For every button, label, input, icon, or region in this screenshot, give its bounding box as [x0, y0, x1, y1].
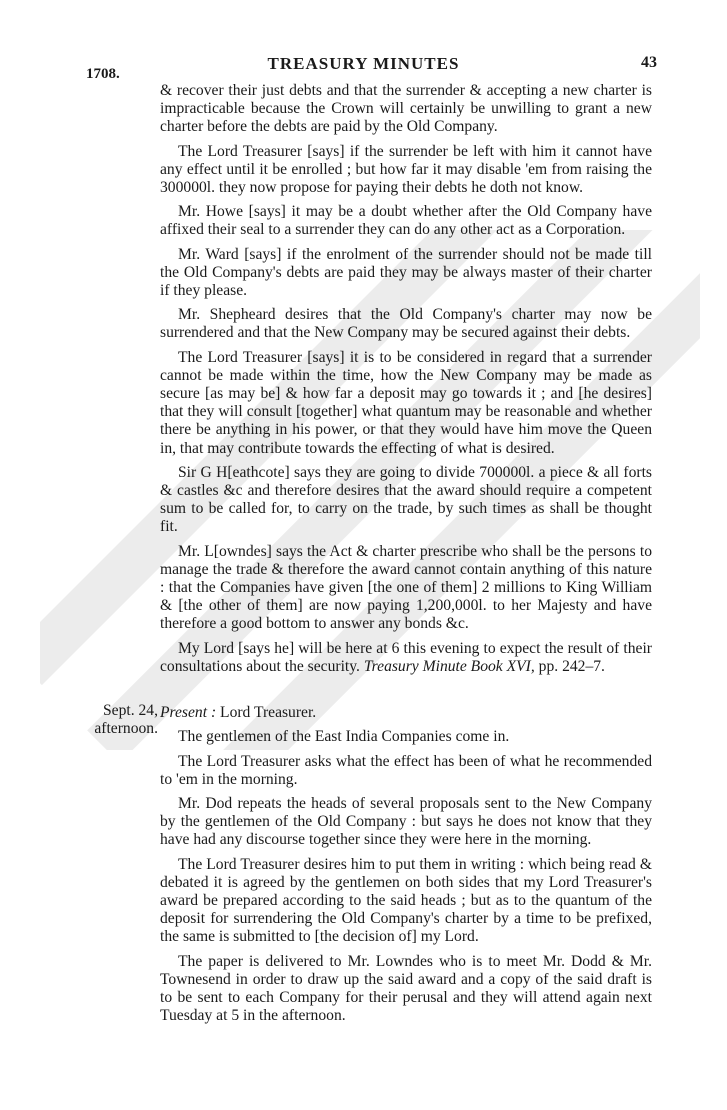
- minute-paragraph: The Lord Treasurer desires him to put them in writing : which being read & debated it is agreed by the gentlemen on both sides that my Lord Treasurer's award be prepared according to the said heads ; but as to the quantum of the deposit for surrendering the Old Company's charter by a time to be prefixed, the same is submitted to [the decision of] my Lord.: [160, 855, 652, 946]
- minute-paragraph: The paper is delivered to Mr. Lowndes who is to meet Mr. Dodd & Mr. Townesend in order to draw up the said award and a copy of the said draft is to be sent to each Company for their perusal and they will attend again next Tuesday at 5 in the afternoon.: [160, 952, 652, 1025]
- minute-paragraph: Mr. Dod repeats the heads of several proposals sent to the New Company by the gentlemen of the Old Company : but says he does not know that they have had any discourse together since they were here in the morning.: [160, 794, 652, 849]
- minutes-part2: [160, 728, 652, 1025]
- minute-paragraph: Mr. Shepheard desires that the Old Company's charter may now be surrendered and that the New Company may be secured against their debts.: [160, 306, 652, 342]
- present-label: Present :: [160, 704, 221, 722]
- present-line: [160, 704, 652, 722]
- citation-source: Treasury Minute Book XVI,: [363, 657, 539, 675]
- closing-text: My Lord [says he] will be here at 6 this evening to expect the result of their consultations about the security.: [160, 639, 652, 675]
- closing-paragraph: [160, 640, 652, 676]
- minute-paragraph: The gentlemen of the East India Companies come in.: [178, 728, 510, 746]
- margin-date: Sept. 24,: [102, 702, 158, 719]
- minute-paragraph: Mr. Ward [says] if the enrolment of the surrender should not be made till the Old Company's debts are paid they may be always master of their charter if they please.: [160, 245, 652, 300]
- page-header: [0, 52, 727, 82]
- minute-paragraph: The Lord Treasurer asks what the effect has been of what he recommended to 'em in the morning.: [160, 752, 652, 788]
- minute-paragraph: The Lord Treasurer [says] it is to be considered in regard that a surrender cannot be made within the time, how the New Company may be made as secure [as may be] & how far a deposit may go towards it ; and [he desires] that they will consult [together] what quantum may be reasonable and whether there be anything in his power, or that they would have him move the Queen in, that may contribute towards the effecting of what is desired.: [160, 348, 652, 457]
- minutes-part1: [160, 82, 652, 634]
- page-number: 43: [641, 54, 657, 71]
- header-title: TREASURY MINUTES: [267, 54, 460, 73]
- minute-paragraph: Mr. Howe [says] it may be a doubt whether after the Old Company have affixed their seal to a surrender they can do any other act as a Corporation.: [160, 203, 652, 239]
- minute-paragraph: Sir G H[eathcote] says they are going to divide 700000l. a piece & all forts & castles &c and therefore desires that the award should require a competent sum to be called for, to carry on the trade, by such times as shall be thought fit.: [160, 463, 652, 536]
- citation-pages: pp. 242–7.: [538, 657, 605, 675]
- page-body: [160, 82, 652, 1031]
- margin-time: afternoon.: [94, 720, 158, 737]
- minute-paragraph: Mr. L[owndes] says the Act & charter prescribe who shall be the persons to manage the trade & therefore the award cannot contain anything of this nature : that the Companies have given [the one of them] 2 millions to King William & [the other of them] are now paying 1,200,000l. to her Majesty and have therefore a good bottom to answer any bonds &c.: [160, 542, 652, 633]
- header-year: 1708.: [86, 66, 120, 82]
- present-value: Lord Treasurer.: [220, 704, 317, 722]
- minute-paragraph: & recover their just debts and that the surrender & accepting a new charter is impracticable because the Crown will certainly be unwilling to grant a new charter before the debts are paid by the Old Company.: [160, 82, 652, 136]
- minute-paragraph: The Lord Treasurer [says] if the surrender be left with him it cannot have any effect until it be enrolled ; but how far it may disable 'em from raising the 300000l. they now propose for paying their debts he doth not know.: [160, 142, 652, 197]
